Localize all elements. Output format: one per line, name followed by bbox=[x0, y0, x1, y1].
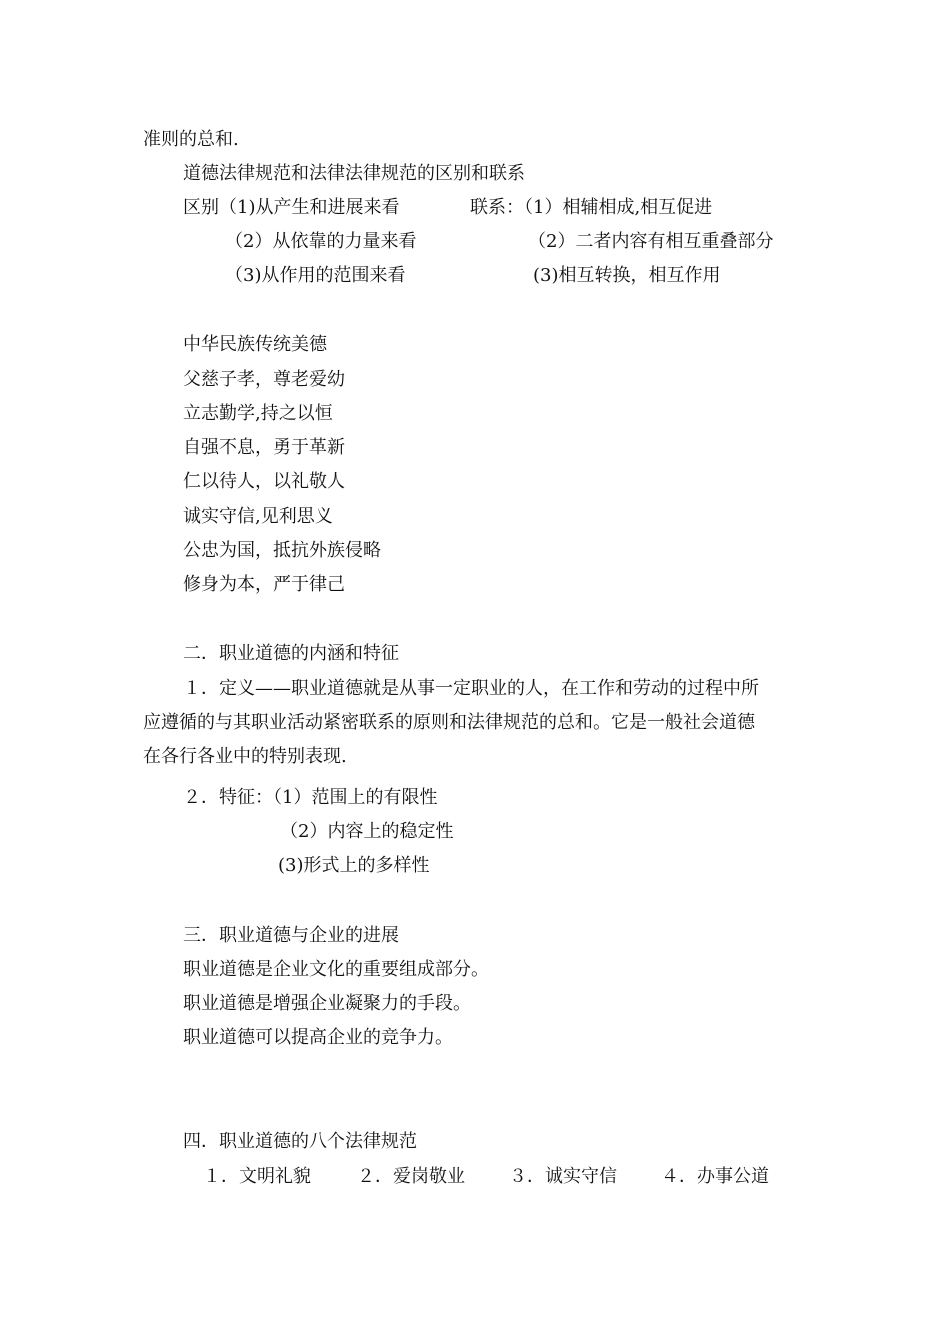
difference-item-2: （2）从依靠的力量来看 bbox=[225, 231, 417, 252]
relation-item-3: (3)相互转换，相互作用 bbox=[533, 265, 721, 286]
section-4-item: ３．诚实守信 bbox=[509, 1166, 617, 1187]
heading-difference-relation: 道德法律规范和法律法律规范的区别和联系 bbox=[183, 163, 525, 184]
text-line: 准则的总和. bbox=[143, 129, 239, 150]
section-3-title: 三．职业道德与企业的进展 bbox=[183, 925, 399, 946]
section-2-definition-line: １．定义——职业道德就是从事一定职业的人，在工作和劳动的过程中所 bbox=[183, 678, 759, 699]
virtue-item: 仁以待人，以礼敬人 bbox=[183, 471, 345, 492]
virtue-item: 立志勤学,持之以恒 bbox=[183, 403, 333, 424]
section-2-feature: (3)形式上的多样性 bbox=[278, 855, 430, 876]
section-4-item: ２．爱岗敬业 bbox=[357, 1166, 465, 1187]
relation-item-1: 联系：（1）相辅相成,相互促进 bbox=[470, 197, 713, 218]
section-2-feature: （2）内容上的稳定性 bbox=[280, 821, 454, 842]
difference-item-1: 区别（1)从产生和进展来看 bbox=[183, 197, 400, 218]
section-2-feature: ２．特征：（1）范围上的有限性 bbox=[183, 787, 438, 808]
section-3-item: 职业道德可以提高企业的竞争力。 bbox=[183, 1027, 453, 1048]
relation-item-2: （2）二者内容有相互重叠部分 bbox=[528, 231, 774, 252]
section-3-item: 职业道德是企业文化的重要组成部分。 bbox=[183, 959, 489, 980]
virtue-item: 公忠为国，抵抗外族侵略 bbox=[183, 540, 381, 561]
difference-item-3: （3)从作用的范围来看 bbox=[225, 265, 406, 286]
section-2-definition-line: 在各行各业中的特别表现. bbox=[143, 746, 347, 767]
section-4-title: 四．职业道德的八个法律规范 bbox=[183, 1131, 417, 1152]
virtue-item: 父慈子孝，尊老爱幼 bbox=[183, 369, 345, 390]
section-2-definition-line: 应遵循的与其职业活动紧密联系的原则和法律规范的总和。它是一般社会道德 bbox=[143, 712, 755, 733]
section-3-item: 职业道德是增强企业凝聚力的手段。 bbox=[183, 993, 471, 1014]
section-4-item: １．文明礼貌 bbox=[203, 1166, 311, 1187]
section-2-title: 二．职业道德的内涵和特征 bbox=[183, 643, 399, 664]
section-4-item: ４．办事公道 bbox=[661, 1166, 769, 1187]
virtue-title: 中华民族传统美德 bbox=[183, 334, 327, 355]
virtue-item: 自强不息，勇于革新 bbox=[183, 437, 345, 458]
virtue-item: 诚实守信,见利思义 bbox=[183, 506, 333, 527]
virtue-item: 修身为本，严于律己 bbox=[183, 574, 345, 595]
